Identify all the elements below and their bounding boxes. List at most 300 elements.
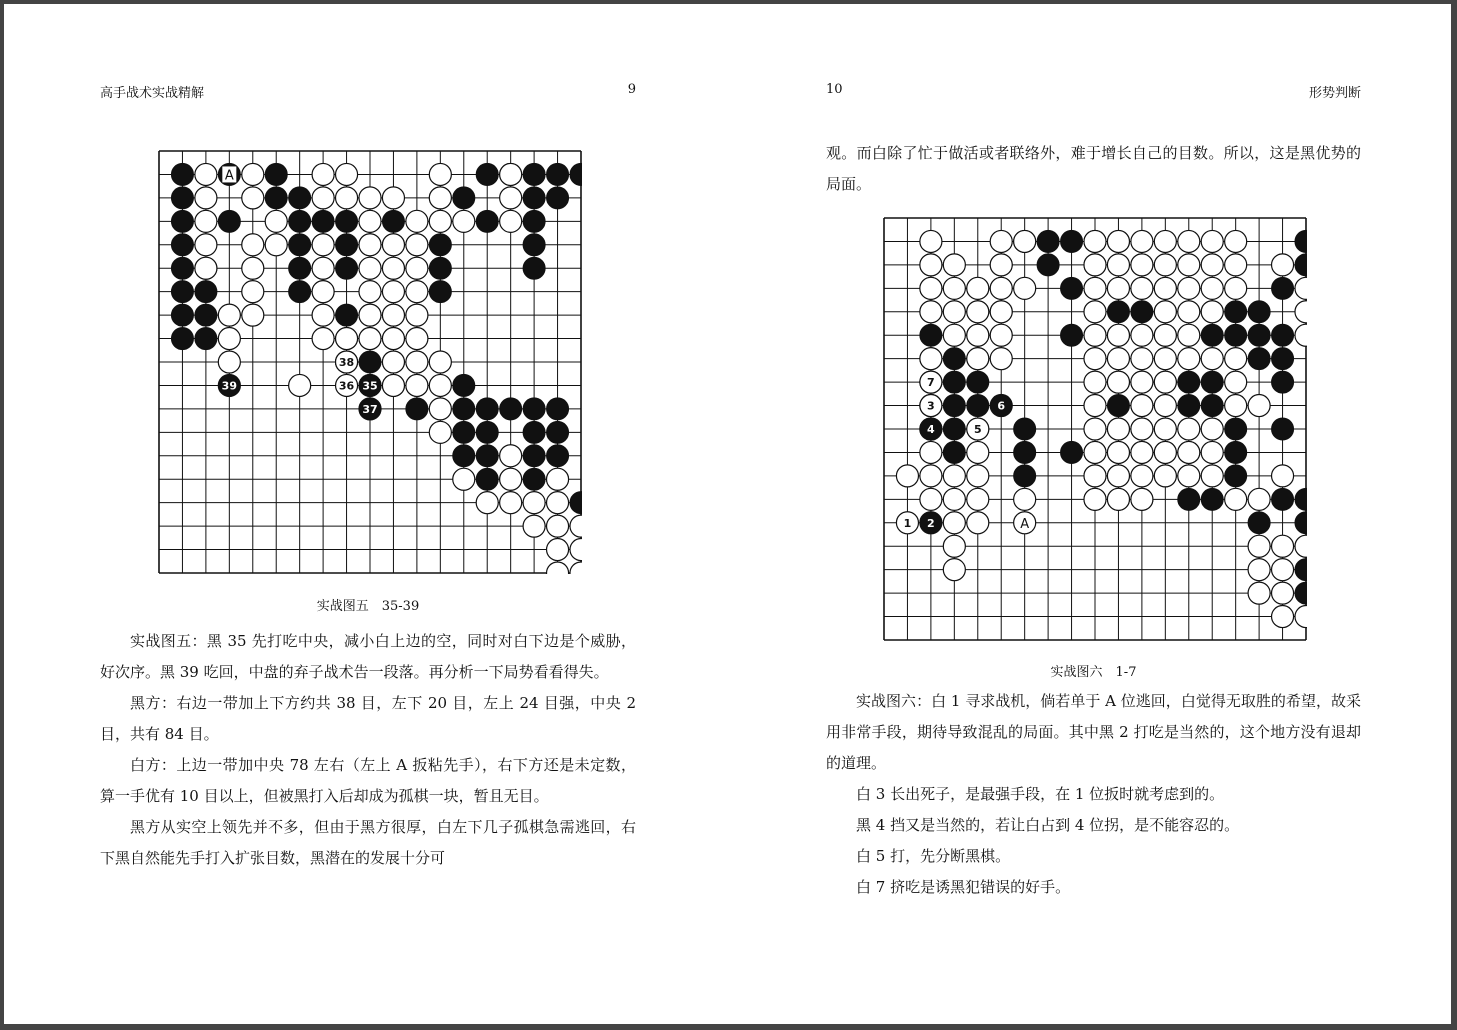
white-stone — [312, 257, 334, 279]
black-stone — [171, 304, 193, 326]
black-stone — [289, 234, 311, 256]
white-stone — [1107, 371, 1129, 393]
white-stone — [1084, 348, 1106, 370]
white-stone — [359, 234, 381, 256]
black-stone — [1061, 441, 1083, 463]
black-stone — [547, 163, 569, 185]
white-stone — [242, 257, 264, 279]
white-stone — [336, 187, 358, 209]
black-stone — [289, 257, 311, 279]
white-stone — [1154, 395, 1176, 417]
black-stone — [1014, 441, 1036, 463]
black-stone — [1178, 395, 1200, 417]
white-stone — [1107, 465, 1129, 487]
black-stone — [1037, 230, 1059, 252]
black-stone — [453, 445, 475, 467]
black-stone — [1248, 324, 1270, 346]
white-stone — [218, 304, 240, 326]
white-stone — [1248, 582, 1270, 604]
left-body-text — [100, 626, 636, 874]
white-stone — [990, 230, 1012, 252]
white-stone — [500, 210, 522, 232]
black-stone — [312, 210, 334, 232]
white-stone — [242, 281, 264, 303]
right-body-text — [826, 686, 1361, 903]
black-stone — [1225, 465, 1247, 487]
white-stone — [943, 465, 965, 487]
black-stone — [523, 210, 545, 232]
white-stone — [943, 488, 965, 510]
left-page-header — [100, 82, 636, 102]
white-stone — [382, 328, 404, 350]
black-stone — [523, 234, 545, 256]
paragraph: 观。而白除了忙于做活或者联络外，难于增长自己的目数。所以，这是黑优势的局面。 — [826, 144, 1361, 193]
white-stone — [289, 374, 311, 396]
stone-number-label: 1 — [903, 516, 912, 530]
white-stone — [896, 465, 918, 487]
white-stone — [990, 254, 1012, 276]
white-stone — [967, 348, 989, 370]
black-stone — [523, 257, 545, 279]
stone-number-label: 39 — [221, 379, 237, 393]
white-stone — [1107, 348, 1129, 370]
black-stone — [218, 210, 240, 232]
black-stone — [476, 398, 498, 420]
white-stone — [1154, 441, 1176, 463]
white-stone — [1131, 371, 1153, 393]
stone-number-label: 37 — [362, 402, 378, 416]
black-stone — [943, 395, 965, 417]
black-stone — [523, 187, 545, 209]
white-stone — [1201, 301, 1223, 323]
white-stone — [920, 488, 942, 510]
white-stone — [406, 210, 428, 232]
black-stone — [1014, 418, 1036, 440]
white-stone — [1248, 395, 1270, 417]
white-stone — [1107, 418, 1129, 440]
white-stone — [1107, 230, 1129, 252]
black-stone — [967, 395, 989, 417]
white-stone — [195, 234, 217, 256]
white-stone — [312, 328, 334, 350]
figure-caption: 实战图六 1-7 — [1050, 665, 1137, 680]
white-stone — [1178, 301, 1200, 323]
white-stone — [1014, 230, 1036, 252]
white-stone — [1131, 348, 1153, 370]
black-stone — [171, 163, 193, 185]
white-stone — [242, 187, 264, 209]
black-stone — [943, 371, 965, 393]
left-page-number: 9 — [627, 82, 636, 97]
black-stone — [523, 421, 545, 443]
white-stone — [1248, 488, 1270, 510]
white-stone — [1225, 254, 1247, 276]
white-stone — [920, 277, 942, 299]
black-stone — [1201, 371, 1223, 393]
white-stone — [382, 351, 404, 373]
black-stone — [195, 328, 217, 350]
black-stone — [476, 210, 498, 232]
black-stone — [1272, 371, 1294, 393]
black-stone — [382, 210, 404, 232]
white-stone — [406, 351, 428, 373]
black-stone — [1201, 395, 1223, 417]
stone-number-label: 35 — [362, 379, 378, 393]
white-stone — [406, 234, 428, 256]
white-stone — [359, 257, 381, 279]
white-stone — [943, 277, 965, 299]
white-stone — [1107, 324, 1129, 346]
white-stone — [218, 351, 240, 373]
paragraph: 实战图六：白 1 寻求战机，倘若单于 A 位逃回，白觉得无取胜的希望，故采用非常手段，期待导致混乱的局面。其中黑 2 打吃是当然的，这个地方没有退却的道理。 — [826, 692, 1361, 772]
right-page-header — [826, 82, 1361, 102]
white-stone — [476, 492, 498, 514]
white-stone — [1131, 418, 1153, 440]
black-stone — [523, 398, 545, 420]
stone-number-label: 36 — [338, 379, 355, 393]
black-stone — [1248, 512, 1270, 534]
white-stone — [406, 281, 428, 303]
white-stone — [429, 210, 451, 232]
paragraph: 白 7 挤吃是诱黑犯错误的好手。 — [856, 878, 1071, 896]
black-stone — [1201, 488, 1223, 510]
white-stone — [967, 441, 989, 463]
white-stone — [1272, 559, 1294, 581]
go-board — [158, 150, 582, 574]
white-stone — [990, 277, 1012, 299]
black-stone — [336, 257, 358, 279]
white-stone — [312, 281, 334, 303]
white-stone — [453, 468, 475, 490]
black-stone — [1178, 488, 1200, 510]
white-stone — [406, 304, 428, 326]
black-stone — [920, 324, 942, 346]
white-stone — [359, 187, 381, 209]
white-stone — [359, 281, 381, 303]
figure-caption: 实战图五 35-39 — [316, 599, 420, 614]
black-stone — [429, 257, 451, 279]
paragraph: 实战图五：黑 35 先打吃中央，减小白上边的空，同时对白下边是个威胁，好次序。黑 39 吃回，中盘的弃子战术告一段落。再分析一下局势看看得失。 — [100, 632, 636, 681]
paragraph: 白方：上边一带加中央 78 左右（左上 A 扳粘先手），右下方还是未定数，算一手优有 10 目以上，但被黑打入后却成为孤棋一块，暂且无目。 — [100, 756, 636, 805]
black-stone — [289, 210, 311, 232]
black-stone — [943, 418, 965, 440]
black-stone — [523, 163, 545, 185]
book-spread — [4, 4, 1451, 1024]
black-stone — [1014, 465, 1036, 487]
white-stone — [1131, 488, 1153, 510]
white-stone — [500, 445, 522, 467]
white-stone — [547, 468, 569, 490]
white-stone — [1178, 254, 1200, 276]
right-page — [826, 4, 1361, 1024]
black-stone — [336, 210, 358, 232]
white-stone — [1131, 230, 1153, 252]
black-stone — [1272, 277, 1294, 299]
white-stone — [453, 210, 475, 232]
white-stone — [1248, 535, 1270, 557]
black-stone — [1061, 324, 1083, 346]
white-stone — [1154, 277, 1176, 299]
white-stone — [1131, 441, 1153, 463]
white-stone — [1084, 371, 1106, 393]
white-stone — [1084, 324, 1106, 346]
right-header-title: 形势判断 — [1308, 86, 1361, 101]
left-header-title: 高手战术实战精解 — [100, 86, 205, 101]
white-stone — [1178, 324, 1200, 346]
white-stone — [943, 535, 965, 557]
white-stone — [429, 421, 451, 443]
black-stone — [1225, 301, 1247, 323]
black-stone — [265, 187, 287, 209]
white-stone — [336, 328, 358, 350]
white-stone — [990, 348, 1012, 370]
white-stone — [382, 257, 404, 279]
white-stone — [920, 230, 942, 252]
white-stone — [312, 163, 334, 185]
black-stone — [943, 441, 965, 463]
white-stone — [265, 210, 287, 232]
right-page-number: 10 — [826, 82, 843, 97]
white-stone — [382, 234, 404, 256]
white-stone — [523, 492, 545, 514]
white-stone — [1131, 254, 1153, 276]
white-stone — [547, 492, 569, 514]
white-stone — [1154, 348, 1176, 370]
black-stone — [547, 445, 569, 467]
black-stone — [336, 304, 358, 326]
black-stone — [500, 398, 522, 420]
white-stone — [1201, 254, 1223, 276]
white-stone — [920, 465, 942, 487]
black-stone — [1061, 277, 1083, 299]
white-stone — [1201, 348, 1223, 370]
white-stone — [920, 254, 942, 276]
white-stone — [1178, 418, 1200, 440]
white-stone — [1107, 254, 1129, 276]
white-stone — [406, 328, 428, 350]
white-stone — [1225, 488, 1247, 510]
black-stone — [523, 468, 545, 490]
black-stone — [1061, 230, 1083, 252]
white-stone — [990, 301, 1012, 323]
white-stone — [967, 465, 989, 487]
black-stone — [171, 187, 193, 209]
white-stone — [1084, 277, 1106, 299]
black-stone — [336, 234, 358, 256]
black-stone — [453, 398, 475, 420]
black-stone — [547, 398, 569, 420]
paragraph: 黑方：右边一带加上下方约共 38 目，左下 20 目，左上 24 目强，中央 2 目，共有 84 目。 — [100, 694, 636, 743]
white-stone — [1225, 230, 1247, 252]
white-stone — [1272, 465, 1294, 487]
white-stone — [1178, 441, 1200, 463]
white-stone — [1154, 465, 1176, 487]
black-stone — [1037, 254, 1059, 276]
white-stone — [1107, 441, 1129, 463]
white-stone — [967, 512, 989, 534]
black-stone — [1178, 371, 1200, 393]
white-stone — [1154, 254, 1176, 276]
white-stone — [1014, 488, 1036, 510]
white-stone — [1225, 277, 1247, 299]
black-stone — [1201, 324, 1223, 346]
white-stone — [1248, 559, 1270, 581]
white-stone — [1084, 441, 1106, 463]
white-stone — [1154, 301, 1176, 323]
black-stone — [476, 445, 498, 467]
white-stone — [967, 277, 989, 299]
white-stone — [429, 374, 451, 396]
board-marker-label: A — [1020, 516, 1030, 532]
white-stone — [382, 374, 404, 396]
stone-number-label: 6 — [997, 399, 1006, 413]
white-stone — [920, 441, 942, 463]
white-stone — [1131, 277, 1153, 299]
stone-number-label: 4 — [927, 423, 935, 436]
black-stone — [429, 234, 451, 256]
white-stone — [1014, 277, 1036, 299]
black-stone — [967, 371, 989, 393]
black-stone — [1131, 301, 1153, 323]
white-stone — [943, 559, 965, 581]
black-stone — [171, 234, 193, 256]
white-stone — [547, 515, 569, 537]
white-stone — [1178, 465, 1200, 487]
white-stone — [195, 187, 217, 209]
stone-number-label: 5 — [973, 423, 982, 436]
right-intro-text — [826, 138, 1361, 200]
white-stone — [943, 324, 965, 346]
black-stone — [943, 348, 965, 370]
white-stone — [359, 328, 381, 350]
white-stone — [1201, 230, 1223, 252]
white-stone — [312, 234, 334, 256]
white-stone — [195, 257, 217, 279]
white-stone — [1131, 465, 1153, 487]
black-stone — [359, 351, 381, 373]
white-stone — [500, 492, 522, 514]
paragraph: 白 3 长出死子，是最强手段，在 1 位扳时就考虑到的。 — [856, 785, 1225, 803]
white-stone — [1084, 230, 1106, 252]
white-stone — [1201, 418, 1223, 440]
white-stone — [1084, 465, 1106, 487]
black-stone — [195, 281, 217, 303]
white-stone — [359, 304, 381, 326]
white-stone — [990, 324, 1012, 346]
white-stone — [312, 304, 334, 326]
white-stone — [1201, 277, 1223, 299]
white-stone — [195, 210, 217, 232]
white-stone — [500, 468, 522, 490]
white-stone — [382, 187, 404, 209]
black-stone — [1225, 418, 1247, 440]
white-stone — [1178, 277, 1200, 299]
white-stone — [242, 234, 264, 256]
white-stone — [1272, 606, 1294, 628]
black-stone — [1225, 324, 1247, 346]
black-stone — [171, 281, 193, 303]
white-stone — [382, 281, 404, 303]
black-stone — [453, 374, 475, 396]
white-stone — [943, 512, 965, 534]
white-stone — [1272, 582, 1294, 604]
black-stone — [171, 210, 193, 232]
white-stone — [429, 398, 451, 420]
black-stone — [523, 445, 545, 467]
white-stone — [967, 301, 989, 323]
black-stone — [476, 163, 498, 185]
black-stone — [1272, 488, 1294, 510]
white-stone — [336, 163, 358, 185]
white-stone — [1084, 488, 1106, 510]
white-stone — [1154, 230, 1176, 252]
stone-number-label: 7 — [927, 376, 935, 390]
black-stone — [171, 328, 193, 350]
black-stone — [289, 281, 311, 303]
white-stone — [523, 515, 545, 537]
white-stone — [242, 163, 264, 185]
white-stone — [1272, 254, 1294, 276]
black-stone — [1272, 348, 1294, 370]
black-stone — [547, 421, 569, 443]
black-stone — [406, 398, 428, 420]
white-stone — [967, 324, 989, 346]
white-stone — [312, 187, 334, 209]
white-stone — [429, 187, 451, 209]
white-stone — [1154, 371, 1176, 393]
white-stone — [359, 210, 381, 232]
white-stone — [382, 304, 404, 326]
black-stone — [1107, 395, 1129, 417]
white-stone — [1272, 535, 1294, 557]
stone-number-label: 38 — [338, 356, 355, 369]
white-stone — [265, 234, 287, 256]
white-stone — [500, 163, 522, 185]
white-stone — [920, 301, 942, 323]
black-stone — [476, 468, 498, 490]
white-stone — [1201, 441, 1223, 463]
black-stone — [1272, 418, 1294, 440]
white-stone — [1154, 418, 1176, 440]
black-stone — [1272, 324, 1294, 346]
white-stone — [218, 328, 240, 350]
black-stone — [171, 257, 193, 279]
white-stone — [920, 348, 942, 370]
go-board — [883, 217, 1307, 641]
black-stone — [1225, 441, 1247, 463]
board-marker-label: A — [224, 168, 234, 184]
black-stone — [1248, 348, 1270, 370]
stone-number-label: 3 — [927, 399, 935, 413]
white-stone — [195, 163, 217, 185]
white-stone — [1084, 301, 1106, 323]
white-stone — [1107, 488, 1129, 510]
white-stone — [1131, 324, 1153, 346]
black-stone — [1248, 301, 1270, 323]
left-page — [100, 4, 636, 1024]
white-stone — [1225, 395, 1247, 417]
black-stone — [476, 421, 498, 443]
white-stone — [1225, 371, 1247, 393]
stone-number-label: 2 — [927, 516, 935, 530]
white-stone — [943, 301, 965, 323]
white-stone — [1084, 418, 1106, 440]
white-stone — [500, 187, 522, 209]
white-stone — [406, 257, 428, 279]
black-stone — [1107, 301, 1129, 323]
go-board-figure-5 — [158, 150, 582, 574]
white-stone — [1178, 230, 1200, 252]
